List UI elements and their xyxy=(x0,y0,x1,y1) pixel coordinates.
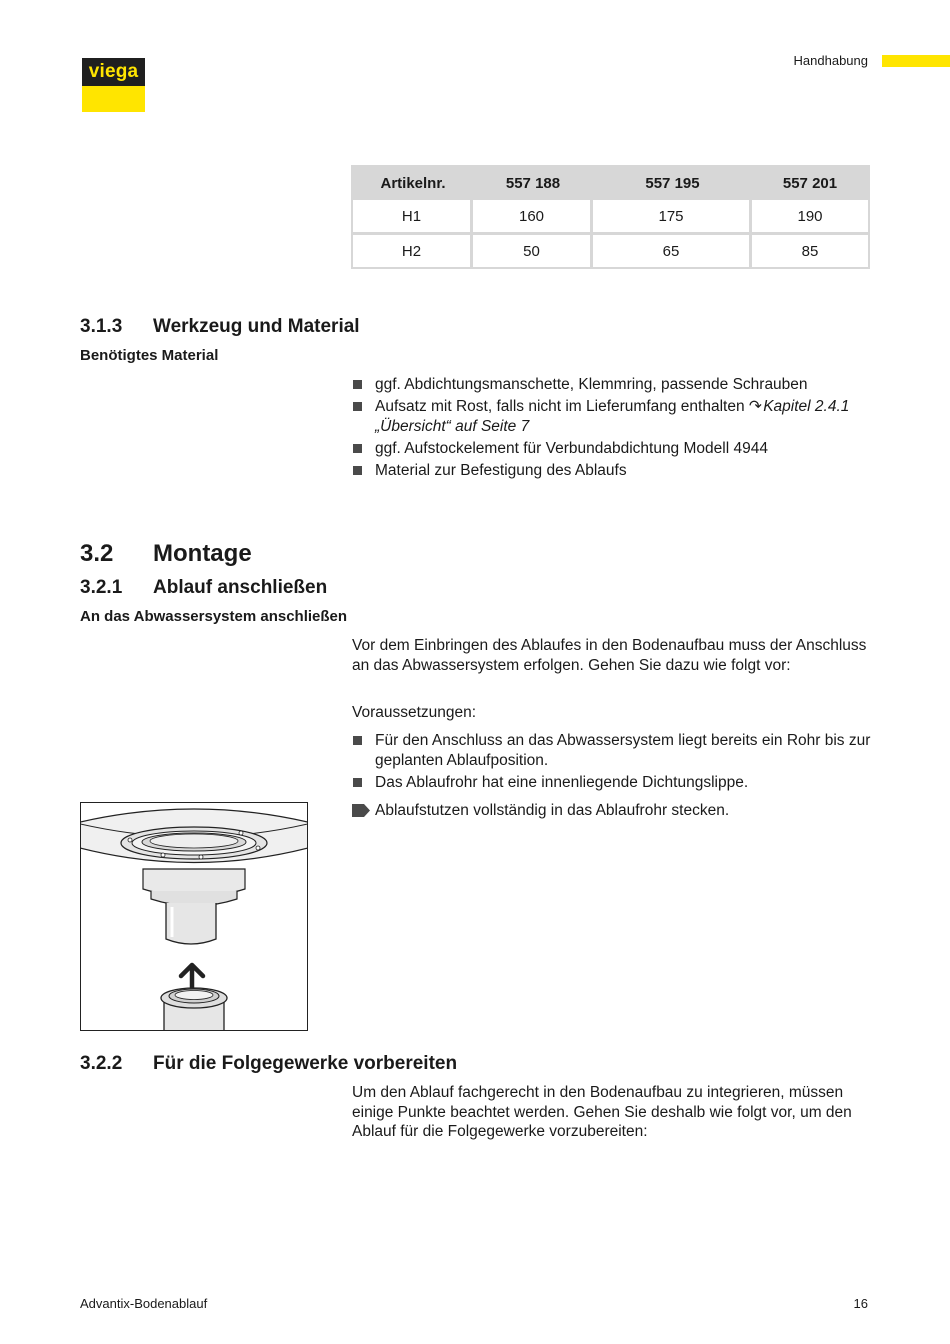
table-header-cell: 557 195 xyxy=(593,167,752,200)
cross-reference-link[interactable]: Kapitel 2.4.1 „Übersicht“ auf Seite 7 xyxy=(375,398,850,435)
logo-yellow-band xyxy=(82,86,145,112)
action-step: Ablaufstutzen vollständig in das Ablaufrohr stecken. xyxy=(352,801,729,822)
subheading-required-material: Benötigtes Material xyxy=(80,347,219,364)
table-header-row xyxy=(353,167,868,200)
section-heading-3-2-1: 3.2.1 Ablauf anschließen xyxy=(80,577,328,598)
viega-logo xyxy=(82,58,145,112)
header-accent-bar xyxy=(882,55,950,67)
cross-reference-arrow-icon: ↷ xyxy=(748,398,764,415)
intro-paragraph: Vor dem Einbringen des Ablaufes in den Bodenaufbau muss der Anschluss an das Abwassersystem erfolgen. Gehen Sie dazu wie folgt vor: xyxy=(352,637,867,674)
article-spec-table xyxy=(351,165,870,269)
subheading-connect-sewage: An das Abwassersystem anschließen xyxy=(80,608,348,625)
drain-connection-illustration xyxy=(80,802,308,1031)
list-item: Aufsatz mit Rost, falls nicht im Lieferumfang enthalten ↷ Kapitel 2.4.1 „Übersicht“ auf Seite 7 xyxy=(352,397,872,436)
list-item: Das Ablaufrohr hat eine innenliegende Dichtungslippe. xyxy=(352,773,872,793)
action-arrow-icon xyxy=(352,803,370,822)
logo-wordmark: viega xyxy=(82,58,145,86)
square-bullet-icon xyxy=(353,466,362,475)
table-cell: 65 xyxy=(593,235,752,267)
material-list xyxy=(352,375,872,483)
square-bullet-icon xyxy=(353,380,362,389)
section-heading-3-2: 3.2 Montage xyxy=(80,540,252,567)
table-cell: H1 xyxy=(353,200,473,235)
prerequisites-label: Voraussetzungen: xyxy=(352,704,477,721)
footer-page-number: 16 xyxy=(853,1296,868,1311)
table-cell: H2 xyxy=(353,235,473,267)
table-cell: 50 xyxy=(473,235,593,267)
prerequisites-list xyxy=(352,731,872,795)
list-item: Material zur Befestigung des Ablaufs xyxy=(352,461,872,481)
table-row xyxy=(353,235,868,267)
list-item: Für den Anschluss an das Abwassersystem liegt bereits ein Rohr bis zur geplanten Ablaufposition. xyxy=(352,731,872,770)
footer-product-name: Advantix-Bodenablauf xyxy=(80,1296,208,1311)
table-cell: 175 xyxy=(593,200,752,235)
table-header-cell: 557 188 xyxy=(473,167,593,200)
table-cell: 85 xyxy=(801,242,819,260)
table-row xyxy=(353,200,868,235)
square-bullet-icon xyxy=(353,778,362,787)
square-bullet-icon xyxy=(353,402,362,411)
list-item: ggf. Abdichtungsmanschette, Klemmring, passende Schrauben xyxy=(352,375,872,395)
list-item: ggf. Aufstockelement für Verbundabdichtung Modell 4944 xyxy=(352,439,872,459)
square-bullet-icon xyxy=(353,444,362,453)
table-cell: 190 xyxy=(752,200,868,235)
table-cell: 160 xyxy=(473,200,593,235)
table-header-cell: 557 201 xyxy=(752,167,868,200)
table-header-cell: Artikelnr. xyxy=(353,167,473,200)
square-bullet-icon xyxy=(353,736,362,745)
header-section-label: Handhabung xyxy=(793,53,868,68)
prepare-paragraph: Um den Ablauf fachgerecht in den Bodenaufbau zu integrieren, müssen einige Punkte beachtet werden. Gehen Sie deshalb wie folgt vor, um den Ablauf für die Folgegewerke vorzubereiten: xyxy=(352,1084,852,1140)
section-heading-3-1-3: 3.1.3 Werkzeug und Material xyxy=(80,316,360,337)
section-heading-3-2-2: 3.2.2 Für die Folgegewerke vorbereiten xyxy=(80,1053,458,1074)
